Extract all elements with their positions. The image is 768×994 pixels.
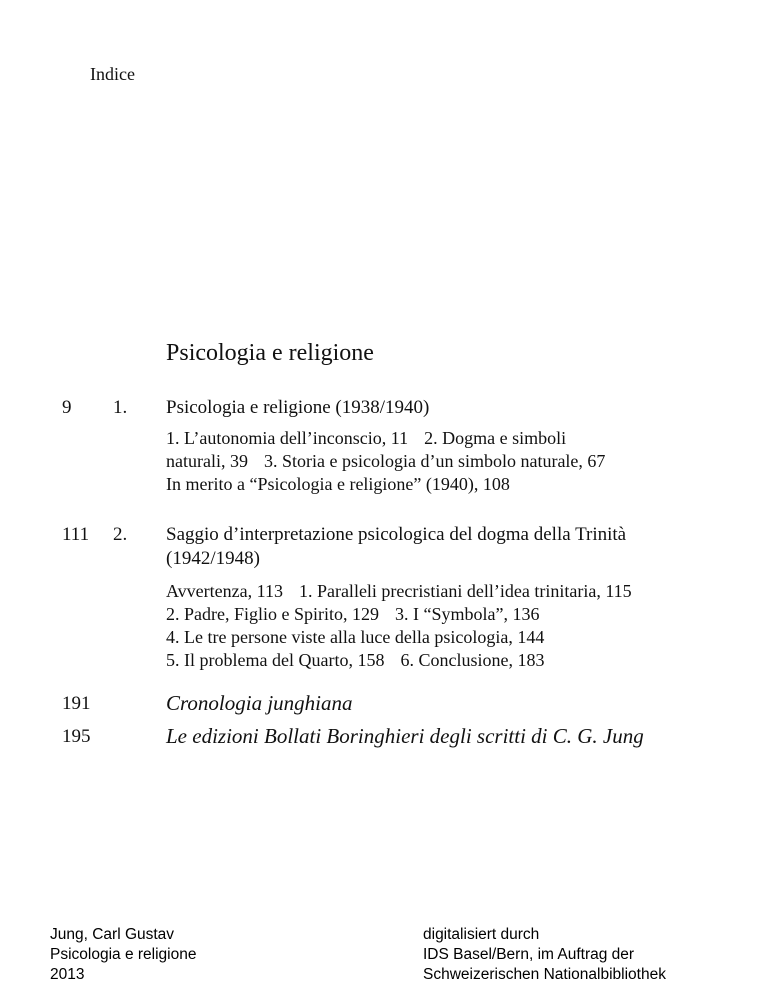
chapter-title-continued: (1942/1948) [166, 548, 260, 569]
footer-line: digitalisiert durch [423, 926, 540, 943]
appendix-title: Le edizioni Bollati Boringhieri degli scritti di C. G. Jung [166, 724, 644, 748]
section-item: 1. L’autonomia dell’inconscio, 11 [166, 428, 409, 448]
section-line [166, 473, 510, 496]
page-number: 9 [62, 397, 72, 418]
section-item: 5. Il problema del Quarto, 158 [166, 650, 385, 670]
section-line [166, 603, 539, 626]
footer-digitization [423, 925, 666, 985]
footer-bibliographic [50, 925, 196, 985]
section-item: Avvertenza, 113 [166, 581, 283, 601]
section-item: 2. Padre, Figlio e Spirito, 129 [166, 604, 379, 624]
page-number: 195 [62, 726, 91, 747]
footer-author: Jung, Carl Gustav [50, 926, 175, 943]
part-title: Psicologia e religione [166, 340, 374, 366]
appendix-title: Cronologia junghiana [166, 691, 353, 715]
footer-line: IDS Basel/Bern, im Auftrag der [423, 946, 635, 963]
section-line [166, 580, 632, 603]
section-item: 4. Le tre persone viste alla luce della psicologia, 144 [166, 627, 545, 647]
page-number: 111 [62, 524, 90, 545]
chapter-number: 1. [113, 397, 128, 418]
section-item: naturali, 39 [166, 451, 248, 471]
section-line [166, 427, 566, 450]
section-item: 6. Conclusione, 183 [400, 650, 545, 670]
page-number: 191 [62, 693, 91, 714]
section-line [166, 649, 544, 672]
section-line [166, 626, 544, 649]
section-line [166, 450, 605, 473]
section-item: 3. I “Symbola”, 136 [395, 604, 540, 624]
footer-line: Schweizerischen Nationalbibliothek [423, 966, 666, 983]
section-item: In merito a “Psicologia e religione” (1940), 108 [166, 474, 510, 494]
index-heading: Indice [90, 64, 135, 84]
footer-year: 2013 [50, 966, 85, 983]
chapter-title: Psicologia e religione (1938/1940) [166, 397, 430, 418]
section-item: 2. Dogma e simboli [424, 428, 567, 448]
chapter-title: Saggio d’interpretazione psicologica del dogma della Trinità [166, 524, 627, 545]
section-item: 3. Storia e psicologia d’un simbolo naturale, 67 [263, 451, 606, 471]
chapter-number: 2. [113, 524, 128, 545]
section-item: 1. Paralleli precristiani dell’idea trinitaria, 115 [298, 581, 632, 601]
footer-book-title: Psicologia e religione [50, 946, 197, 963]
